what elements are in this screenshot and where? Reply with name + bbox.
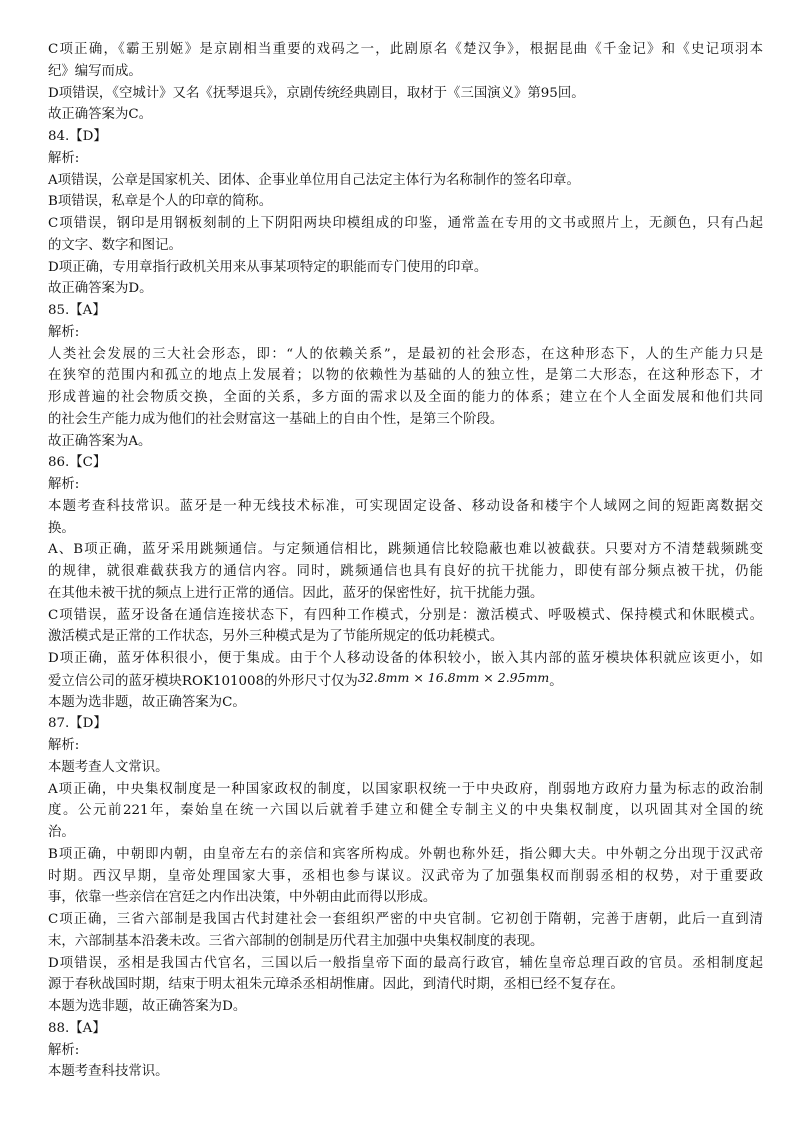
q87-option-d-line-1: D项错误，丞相是我国古代官名，三国以后一般指皇帝下面的最高行政官，辅佐皇帝总理百政的官员。丞相制度起 — [48, 955, 763, 971]
q86-option-ab-line-1: A、B项正确，蓝牙采用跳频通信。与定频通信相比，跳频通信比较隐蔽也难以被截获。只要对方不清楚载频跳变 — [48, 542, 763, 558]
q87-option-a-line-1: A项正确，中央集权制度是一种国家政权的制度，以国家职权统一于中央政府，削弱地方政府力量为标志的政治制 — [48, 781, 763, 797]
q87-option-a-line-2: 度。公元前221年，秦始皇在统一六国以后就着手建立和健全专制主义的中央集权制度，以巩固其对全国的统 — [48, 803, 763, 819]
q87-option-c-line-2: 末，六部制基本沿袭未改。三省六部制的创制是历代君主加强中央集权制度的表现。 — [48, 933, 544, 949]
q87-answer: 本题为选非题，故正确答案为D。 — [48, 999, 247, 1014]
q84-number: 84.【D】 — [48, 129, 107, 144]
q83-option-c-line-1: C项正确，《霸王别姬》是京剧相当重要的戏码之一，此剧原名《楚汉争》，根据昆曲《千金记》和《史记项羽本 — [48, 42, 763, 57]
document-page — [48, 39, 763, 1083]
q83-option-c-line-2: 纪》编写而成。 — [48, 63, 142, 79]
q86-option-c-line-2: 激活模式是正常的工作状态，另外三种模式是为了节能所规定的低功耗模式。 — [48, 629, 504, 645]
q87-option-b-line-2: 时期。西汉早期，皇帝处理国家大事，丞相也参与谋议。汉武帝为了加强集权而削弱丞相的权势，对于重要政 — [48, 868, 763, 884]
q84-option-a: A项错误，公章是国家机关、团体、企事业单位用自己法定主体行为名称制作的签名印章。 — [48, 172, 580, 188]
q83-answer: 故正确答案为C。 — [48, 107, 152, 123]
q86-option-d-line-2 — [48, 670, 763, 692]
q84-option-c-line-1: C项错误，钢印是用钢板刻制的上下阴阳两块印模组成的印鉴，通常盖在专用的文书或照片上，无颜色，只有凸起 — [48, 216, 763, 231]
q88-analysis-label: 解析: — [48, 1042, 80, 1058]
q85-paragraph-line-2: 在狭窄的范围内和孤立的地点上发展着；以物的依赖性为基础的人的独立性，是第二大形态，在这种形态下，才 — [48, 368, 763, 384]
q87-option-b-line-3: 事，依靠一些亲信在宫廷之内作出决策，中外朝由此而得以形成。 — [48, 890, 437, 906]
q86-answer: 本题为选非题，故正确答案为C。 — [48, 694, 246, 710]
q87-option-a-line-3: 治。 — [48, 825, 75, 840]
q84-option-c-line-2: 的文字、数字和图记。 — [48, 237, 182, 253]
q88-number: 88.【A】 — [48, 1020, 106, 1036]
q87-analysis-label: 解析: — [48, 738, 80, 753]
q87-number: 87.【D】 — [48, 716, 107, 732]
q86-option-d-line-1: D项正确，蓝牙体积很小，便于集成。由于个人移动设备的体积较小，嵌入其内部的蓝牙模块体积就应该更小，如 — [48, 651, 763, 666]
q85-paragraph-line-3: 形成普遍的社会物质交换，全面的关系，多方面的需求以及全面的能力的体系；建立在个人全面发展和他们共同 — [48, 390, 763, 405]
q86-option-ab-line-2: 的规律，就很难截获我方的通信内容。同时，跳频通信也具有良好的抗干扰能力，即使有部分频点被干扰，仍能 — [48, 564, 763, 579]
q83-option-d: D项错误，《空城计》又名《抚琴退兵》，京剧传统经典剧目，取材于《三国演义》第95回。 — [48, 85, 585, 101]
q84-analysis-label: 解析: — [48, 150, 80, 166]
q85-analysis-label: 解析: — [48, 324, 80, 340]
q86-analysis-label: 解析: — [48, 477, 80, 492]
q84-answer: 故正确答案为D。 — [48, 281, 153, 297]
q86-dimension-formula: 32.8mm × 16.8mm × 2.95mm — [357, 669, 550, 685]
q86-number: 86.【C】 — [48, 455, 107, 471]
q88-intro: 本题考查科技常识。 — [48, 1064, 169, 1080]
q86-intro-line-2: 换。 — [48, 520, 75, 536]
q86-option-d-text: 爱立信公司的蓝牙模块ROK101008的外形尺寸仅为 — [48, 673, 358, 689]
q87-option-c-line-1: C项正确，三省六部制是我国古代封建社会一套组织严密的中央官制。它初创于隋朝，完善于唐朝，此后一直到清 — [48, 912, 763, 927]
q87-option-b-line-1: B项正确，中朝即内朝，由皇帝左右的亲信和宾客所构成。外朝也称外廷，指公卿大夫。中外朝之分出现于汉武帝 — [48, 846, 763, 862]
q86-option-d-period: 。 — [549, 673, 563, 689]
q85-paragraph-line-4: 的社会生产能力成为他们的社会财富这一基础上的自由个性，是第三个阶段。 — [48, 411, 504, 427]
q86-option-ab-line-3: 在其他未被干扰的频点上进行正常的通信。因此，蓝牙的保密性好，抗干扰能力强。 — [48, 585, 544, 601]
q87-option-d-line-2: 源于春秋战国时期，结束于明太祖朱元璋杀丞相胡惟庸。因此，到清代时期，丞相已经不复存在。 — [48, 977, 624, 993]
q84-option-d: D项正确，专用章指行政机关用来从事某项特定的职能而专门使用的印章。 — [48, 259, 488, 275]
q85-answer: 故正确答案为A。 — [48, 433, 152, 449]
q86-intro-line-1: 本题考查科技常识。蓝牙是一种无线技术标准，可实现固定设备、移动设备和楼宇个人域网之间的短距离数据交 — [48, 498, 763, 514]
q87-intro: 本题考查人文常识。 — [48, 759, 169, 775]
q86-option-c-line-1: C项错误，蓝牙设备在通信连接状态下，有四种工作模式，分别是：激活模式、呼吸模式、保持模式和休眠模式。 — [48, 607, 763, 623]
q85-number: 85.【A】 — [48, 303, 106, 318]
q84-option-b: B项错误，私章是个人的印章的简称。 — [48, 194, 273, 210]
q85-paragraph-line-1: 人类社会发展的三大社会形态，即：“人的依赖关系”，是最初的社会形态，在这种形态下，人的生产能力只是 — [48, 346, 763, 362]
